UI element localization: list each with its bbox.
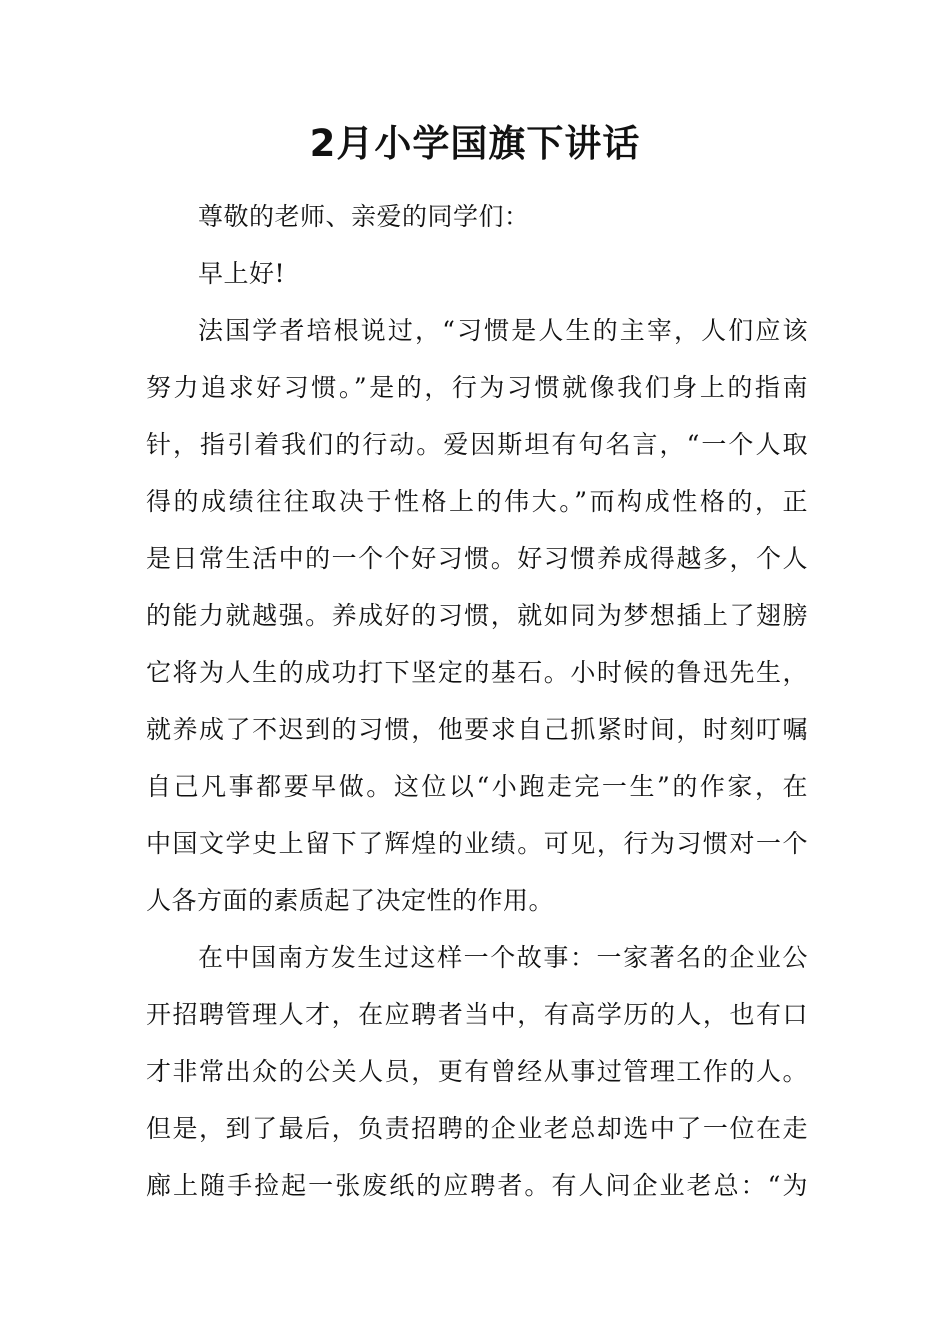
text-line: 但是，到了最后，负责招聘的企业老总却选中了一位在走 bbox=[146, 1114, 808, 1143]
text-line: 是日常生活中的一个个好习惯。好习惯养成得越多，个人 bbox=[146, 544, 808, 573]
text-line: 人各方面的素质起了决定性的作用。 bbox=[146, 886, 555, 915]
text-line: 才非常出众的公关人员，更有曾经从事过管理工作的人。 bbox=[146, 1057, 808, 1086]
page-title: 2月小学国旗下讲话 bbox=[309, 122, 641, 165]
text-line: 在中国南方发生过这样一个故事：一家著名的企业公 bbox=[198, 943, 808, 972]
text-line: 法国学者培根说过，“习惯是人生的主宰，人们应该 bbox=[198, 316, 808, 345]
text-line: 努力追求好习惯。”是的，行为习惯就像我们身上的指南 bbox=[146, 373, 808, 402]
text-line: 自己凡事都要早做。这位以“小跑走完一生”的作家，在 bbox=[146, 772, 808, 801]
text-line: 开招聘管理人才，在应聘者当中，有高学历的人，也有口 bbox=[146, 1000, 808, 1029]
text-line: 尊敬的老师、亲爱的同学们： bbox=[198, 202, 530, 231]
text-line: 就养成了不迟到的习惯，他要求自己抓紧时间，时刻叮嘱 bbox=[146, 715, 808, 744]
text-line: 中国文学史上留下了辉煌的业绩。可见，行为习惯对一个 bbox=[146, 829, 808, 858]
document-body bbox=[146, 188, 808, 1214]
text-line: 的能力就越强。养成好的习惯，就如同为梦想插上了翅膀 bbox=[146, 601, 808, 630]
text-line: 廊上随手捡起一张废纸的应聘者。有人问企业老总：“为 bbox=[146, 1171, 808, 1200]
text-line: 早上好! bbox=[198, 259, 286, 288]
text-line: 针，指引着我们的行动。爱因斯坦有句名言，“一个人取 bbox=[146, 430, 808, 459]
text-line: 它将为人生的成功打下坚定的基石。小时候的鲁迅先生， bbox=[146, 658, 808, 687]
text-line: 得的成绩往往取决于性格上的伟大。”而构成性格的，正 bbox=[146, 487, 808, 516]
